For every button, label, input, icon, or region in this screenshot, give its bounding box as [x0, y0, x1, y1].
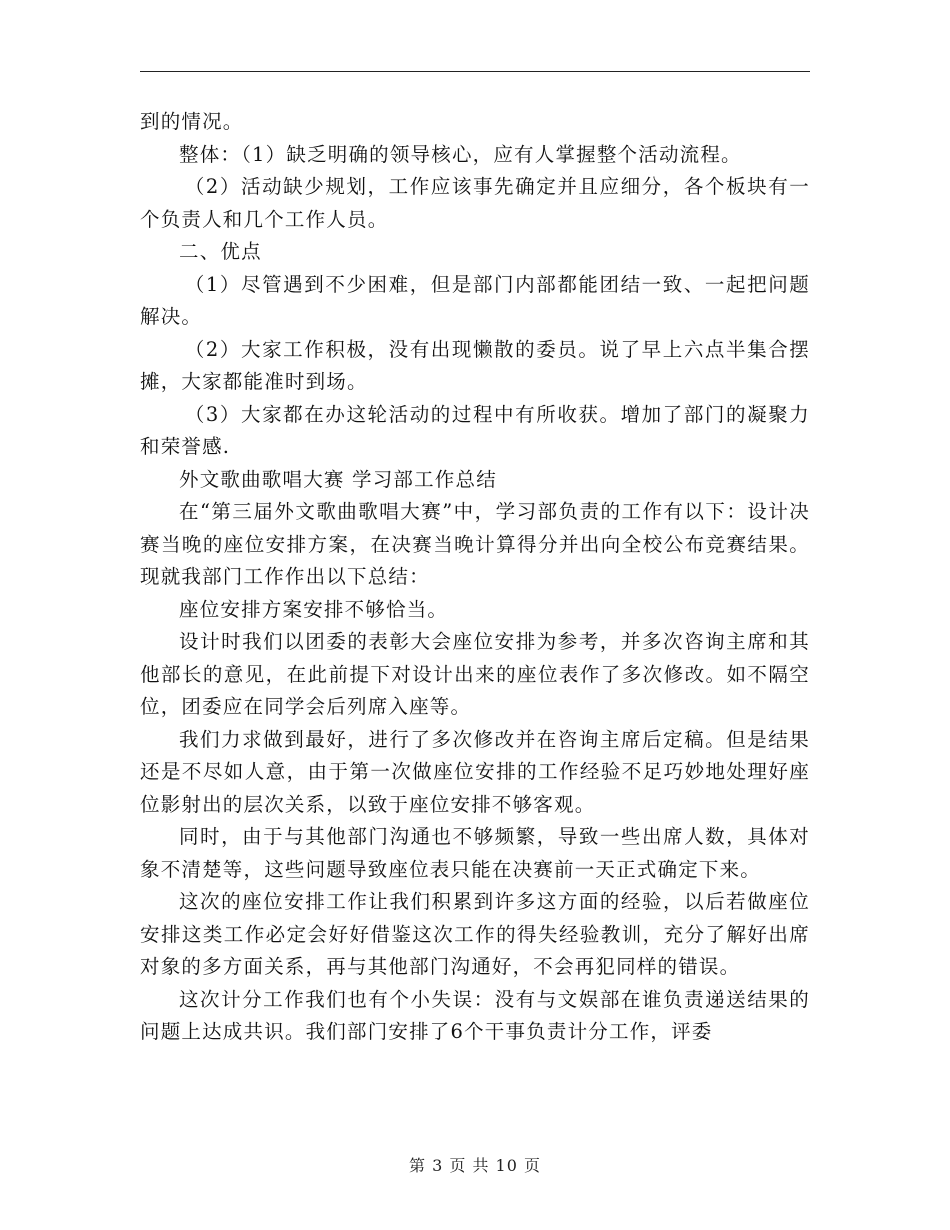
paragraph: （1）尽管遇到不少困难，但是部门内部都能团结一致、一起把问题解决。 [140, 272, 810, 328]
paragraph: 同时，由于与其他部门沟通也不够频繁，导致一些出席人数，具体对象不清楚等，这些问题导致座位表只能在决赛前一天正式确定下来。 [140, 825, 810, 881]
header-rule [140, 71, 810, 72]
document-body [140, 106, 810, 1049]
paragraph: 在“第三届外文歌曲歌唱大赛”中，学习部负责的工作有以下：设计决赛当晚的座位安排方案，在决赛当晚计算得分并出向全校公布竞赛结果。现就我部门工作作出以下总结： [140, 500, 810, 588]
paragraph: （2）大家工作积极，没有出现懒散的委员。说了早上六点半集合摆摊，大家都能准时到场。 [140, 337, 810, 393]
section-heading: 外文歌曲歌唱大赛 学习部工作总结 [179, 467, 497, 491]
paragraph: 座位安排方案安排不够恰当。 [179, 597, 449, 621]
paragraph: 整体：（1）缺乏明确的领导核心，应有人掌握整个活动流程。 [179, 142, 742, 166]
paragraph: （3）大家都在办这轮活动的过程中有所收获。增加了部门的凝聚力和荣誉感. [140, 402, 810, 458]
paragraph: 到的情况。 [140, 110, 244, 133]
paragraph: （2）活动缺少规划，工作应该事先确定并且应细分，各个板块有一个负责人和几个工作人员。 [140, 175, 810, 231]
paragraph: 这次计分工作我们也有个小失误：没有与文娱部在谁负责递送结果的问题上达成共识。我们部门安排了6个干事负责计分工作，评委 [140, 987, 810, 1043]
paragraph: 这次的座位安排工作让我们积累到许多这方面的经验，以后若做座位安排这类工作必定会好好借鉴这次工作的得失经验教训，充分了解好出席对象的多方面关系，再与其他部门沟通好，不会再犯同样的错误。 [140, 890, 810, 978]
paragraph: 设计时我们以团委的表彰大会座位安排为参考，并多次咨询主席和其他部长的意见，在此前提下对设计出来的座位表作了多次修改。如不隔空位，团委应在同学会后列席入座等。 [140, 630, 810, 718]
page-number: 第 3 页 共 10 页 [409, 1156, 541, 1175]
section-heading: 二、优点 [179, 240, 262, 263]
paragraph: 我们力求做到最好，进行了多次修改并在咨询主席后定稿。但是结果还是不尽如人意，由于第一次做座位安排的工作经验不足巧妙地处理好座位影射出的层次关系，以致于座位安排不够客观。 [140, 727, 810, 816]
